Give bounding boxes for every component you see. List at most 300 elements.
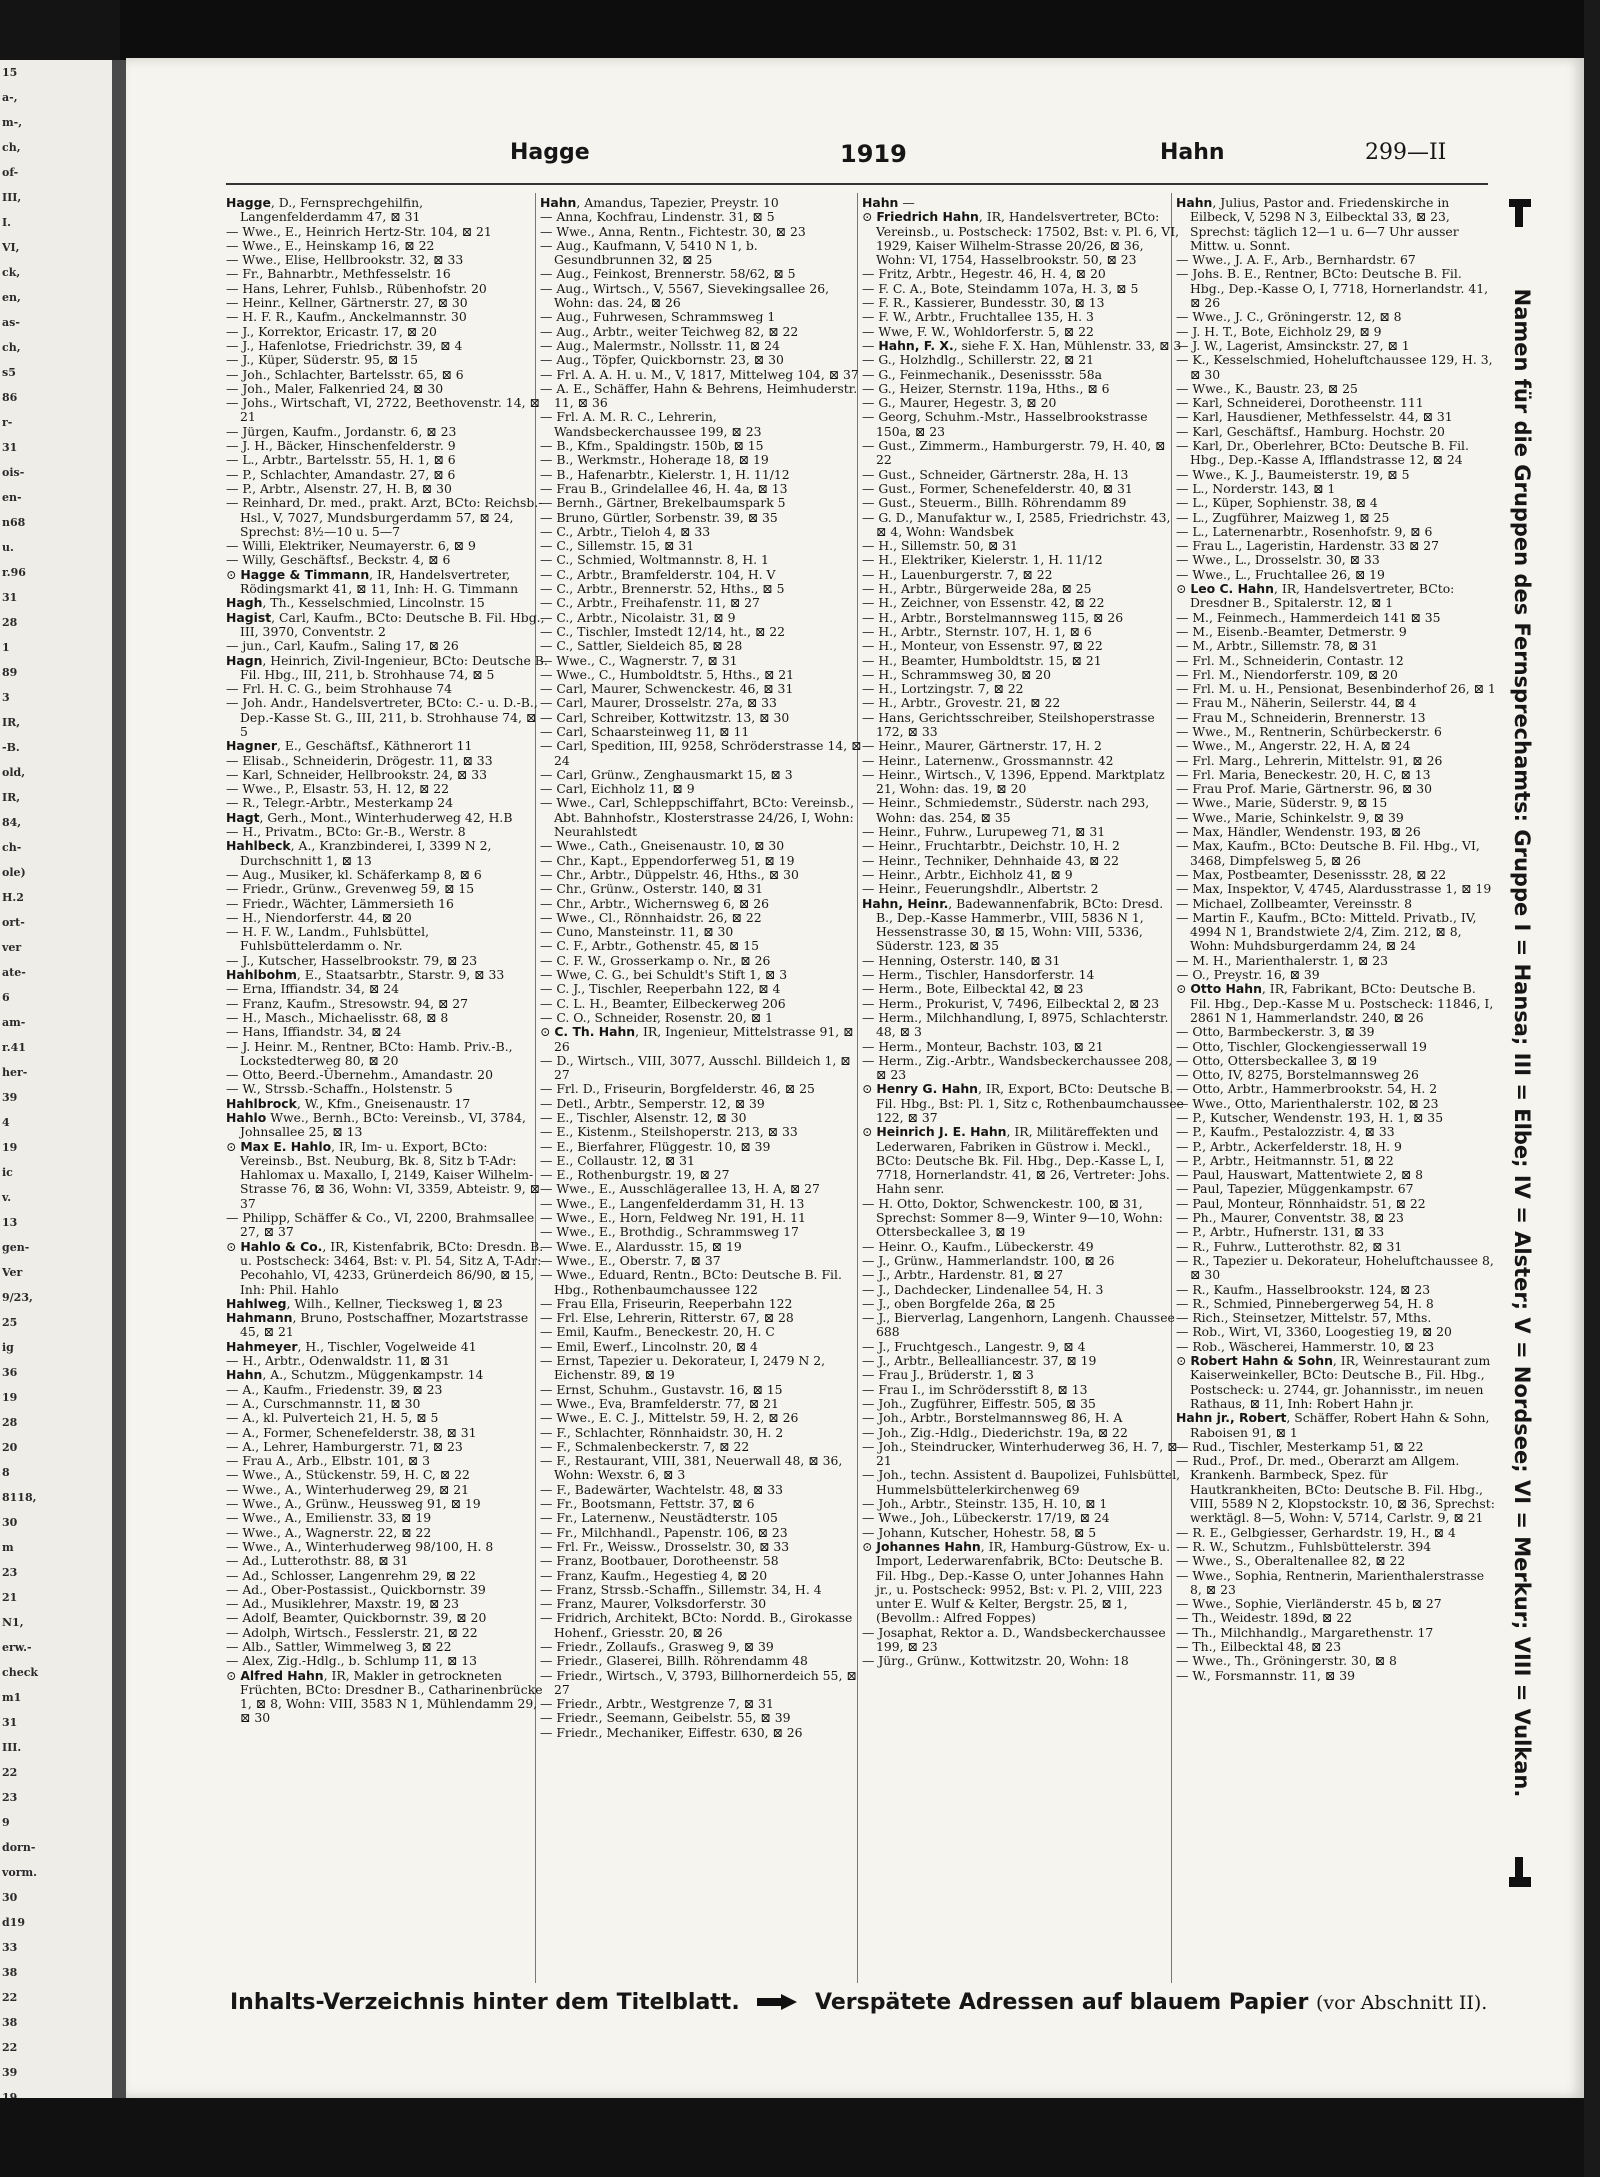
- fragment-text: 31: [2, 591, 18, 604]
- directory-entry: — Alb., Sattler, Wimmelweg 3, ⊠ 22: [226, 1638, 452, 1654]
- fragment-text: r.96: [2, 566, 26, 579]
- directory-entry: — G., Maurer, Hegestr. 3, ⊠ 20: [862, 395, 1057, 411]
- directory-entry: — Frau Ella, Friseurin, Reeperbahn 122: [540, 1295, 793, 1311]
- directory-entry: — P., Kutscher, Wendenstr. 193, H. 1, ⊠ 35: [1176, 1110, 1444, 1125]
- fragment-text: 19: [2, 1141, 18, 1154]
- directory-entry: — Wwe., L., Drosselstr. 30, ⊠ 33: [1176, 552, 1380, 568]
- directory-entry: — Franz, Maurer, Volksdorferstr. 30: [540, 1596, 767, 1612]
- directory-entry: — G. D., Manufaktur w., I, 2585, Friedrichstr. 43, ⊠ 4, Wohn: Wandsbek: [862, 509, 1171, 539]
- fragment-text: her-: [2, 1066, 28, 1079]
- footer-index-note: Inhalts-Verzeichnis hinter dem Titelblatt.: [230, 1990, 740, 2015]
- directory-entry: — Friedr., Wirtsch., V, 3793, Billhornerdeich 55, ⊠ 27: [540, 1667, 857, 1697]
- fragment-text: 6: [2, 991, 10, 1004]
- directory-entry: — P., Schlachter, Amandastr. 27, ⊠ 6: [226, 466, 456, 482]
- directory-entry: — G., Feinmechanik., Desenissstr. 58a: [862, 366, 1103, 382]
- directory-entry: — Heinr., Arbtr., Eichholz 41, ⊠ 9: [862, 866, 1073, 882]
- directory-entry: — A., Former, Schenefelderstr. 38, ⊠ 31: [226, 1424, 477, 1440]
- directory-entry: ⊙ Otto Hahn, IR, Fabrikant, BCto: Deutsche B. Fil. Hbg., Dep.-Kasse M u. Postscheck: 11846, I, 2861 N 1, Hammerlandstr. 240, ⊠ 26: [1176, 981, 1494, 1025]
- directory-entry: — J., Kutscher, Hasselbrookstr. 79, ⊠ 23: [226, 952, 478, 968]
- directory-entry: ⊙ C. Th. Hahn, IR, Ingenieur, Mittelstrasse 91, ⊠ 26: [540, 1024, 854, 1054]
- directory-entry: — Georg, Schuhm.-Mstr., Hasselbrookstrasse 150a, ⊠ 23: [862, 409, 1148, 439]
- directory-entry: — Wwe., A., Emilienstr. 33, ⊠ 19: [226, 1510, 432, 1526]
- directory-entry: — R., Telegr.-Arbtr., Mesterkamp 24: [226, 795, 454, 811]
- fragment-text: 31: [2, 1716, 18, 1729]
- directory-entry: — C. J., Tischler, Reeperbahn 122, ⊠ 4: [540, 981, 781, 997]
- directory-entry: — Otto, Tischler, Glockengiesserwall 19: [1176, 1038, 1427, 1054]
- directory-entry: — Aug., Arbtr., weiter Teichweg 82, ⊠ 22: [540, 323, 799, 339]
- fragment-text: 38: [2, 2016, 18, 2029]
- directory-entry: — K., Kesselschmied, Hoheluftchaussee 129, H. 3, ⊠ 30: [1176, 352, 1493, 382]
- directory-entry: — Aug., Fuhrwesen, Schrammsweg 1: [540, 309, 776, 325]
- directory-entry: — P., Arbtr., Hufnerstr. 131, ⊠ 33: [1176, 1224, 1385, 1240]
- directory-entry: — J., Dachdecker, Lindenallee 54, H. 3: [862, 1281, 1104, 1297]
- fragment-text: am-: [2, 1016, 26, 1029]
- directory-entry: — Heinr., Techniker, Dehnhaide 43, ⊠ 22: [862, 852, 1120, 868]
- directory-entry: — Emil, Ewerf., Lincolnstr. 20, ⊠ 4: [540, 1338, 758, 1354]
- fragment-text: 21: [2, 1591, 18, 1604]
- directory-entry: — L., Arbtr., Bartelsstr. 55, H. 1, ⊠ 6: [226, 452, 456, 468]
- directory-entry: — Alex, Zig.-Hdlg., b. Schlump 11, ⊠ 13: [226, 1653, 478, 1669]
- directory-entry: — Frl. M., Schneiderin, Contastr. 12: [1176, 652, 1404, 668]
- directory-entry: — Heinr., Kellner, Gärtnerstr. 27, ⊠ 30: [226, 295, 468, 311]
- fragment-text: ch,: [2, 141, 21, 154]
- directory-entry: — Herm., Monteur, Bachstr. 103, ⊠ 21: [862, 1038, 1104, 1054]
- directory-entry: — Heinr., Schmiedemstr., Süderstr. nach 293, Wohn: das. 254, ⊠ 35: [862, 795, 1150, 825]
- directory-entry: — Frl. M., Niendorferstr. 109, ⊠ 20: [1176, 666, 1398, 682]
- directory-entry: Hagner, E., Geschäftsf., Käthnerort 11: [226, 738, 473, 754]
- directory-entry: Hagh, Th., Kesselschmied, Lincolnstr. 15: [226, 595, 485, 611]
- directory-entry: — Frau A., Arb., Elbstr. 101, ⊠ 3: [226, 1453, 430, 1469]
- directory-entry: ⊙ Friedrich Hahn, IR, Handelsvertreter, BCto: Vereinsb., u. Postscheck: 17502, Bst: v. Pl. 6, VI, 1929, Kaiser Wilhelm-Strasse 20/26, ⊠ 36, Wohn: VI, 1754, Hasselbrookstr. 50, ⊠ 23: [862, 209, 1180, 268]
- directory-entry: — A., kl. Pulverteich 21, H. 5, ⊠ 5: [226, 1410, 439, 1426]
- page-footer: [230, 1990, 1490, 2020]
- directory-entry: — Gust., Zimmerm., Hamburgerstr. 79, H. 40, ⊠ 22: [862, 438, 1166, 468]
- directory-entry: — Chr., Arbtr., Düppelstr. 46, Hths., ⊠ 30: [540, 866, 799, 882]
- directory-entry: — Wwe., Sophia, Rentnerin, Marienthalerstrasse 8, ⊠ 23: [1176, 1567, 1485, 1597]
- directory-entry: — J., oben Borgfelde 26a, ⊠ 25: [862, 1295, 1056, 1311]
- directory-entry: — A., Curschmannstr. 11, ⊠ 30: [226, 1395, 421, 1411]
- directory-entry: — R., Kaufm., Hasselbrookstr. 124, ⊠ 23: [1176, 1281, 1431, 1297]
- directory-entry: — J., Grünw., Hammerlandstr. 100, ⊠ 26: [862, 1252, 1115, 1268]
- fragment-text: 28: [2, 1416, 18, 1429]
- fragment-text: 39: [2, 1091, 18, 1104]
- directory-entry: — Bernh., Gärtner, Brekelbaumspark 5: [540, 495, 786, 511]
- fragment-text: m-,: [2, 116, 23, 129]
- directory-entry: — F., Schlachter, Rönnhaidstr. 30, H. 2: [540, 1424, 784, 1440]
- directory-entry: — Wwe., E., Horn, Feldweg Nr. 191, H. 11: [540, 1210, 806, 1226]
- directory-entry: — C., Tischler, Imstedt 12/14, ht., ⊠ 22: [540, 623, 786, 639]
- directory-entry: — Heinr., Feuerungshdlr., Albertstr. 2: [862, 881, 1099, 897]
- directory-entry: — H., Beamter, Humboldtstr. 15, ⊠ 21: [862, 652, 1102, 668]
- directory-entry: — Erna, Iffiandstr. 34, ⊠ 24: [226, 981, 400, 997]
- directory-entry: — Hans, Lehrer, Fuhlsb., Rübenhofstr. 20: [226, 280, 487, 296]
- directory-entry: — Joh., Zugführer, Eiffestr. 505, ⊠ 35: [862, 1395, 1096, 1411]
- directory-entry: — Carl, Spedition, III, 9258, Schröderstrasse 14, ⊠ 24: [540, 738, 862, 768]
- fragment-text: IR,: [2, 716, 21, 729]
- directory-entry: — Frl. M. u. H., Pensionat, Besenbinderhof 26, ⊠ 1: [1176, 681, 1496, 697]
- directory-entry: — Frl. Fr., Weissw., Drosselstr. 30, ⊠ 33: [540, 1538, 790, 1554]
- pointing-hand-icon: [755, 1992, 799, 2012]
- fragment-text: I.: [2, 216, 11, 229]
- directory-entry: — Wwe., C., Wagnerstr. 7, ⊠ 31: [540, 652, 738, 668]
- fragment-text: 15: [2, 66, 18, 79]
- directory-entry: — Wwe., Elise, Hellbrookstr. 32, ⊠ 33: [226, 252, 464, 268]
- directory-entry: — Joh., Zig.-Hdlg., Diederichstr. 19a, ⊠ 22: [862, 1424, 1128, 1440]
- directory-entry: — J., Fruchtgesch., Langestr. 9, ⊠ 4: [862, 1338, 1086, 1354]
- directory-entry: — F., Restaurant, VIII, 381, Neuerwall 48, ⊠ 36, Wohn: Wexstr. 6, ⊠ 3: [540, 1453, 843, 1483]
- directory-entry: — F. R., Kassierer, Bundesstr. 30, ⊠ 13: [862, 295, 1105, 311]
- directory-entry: — M., Arbtr., Sillemstr. 78, ⊠ 31: [1176, 638, 1378, 654]
- fragment-text: ch,: [2, 341, 21, 354]
- directory-entry: — J., Korrektor, Ericastr. 17, ⊠ 20: [226, 323, 437, 339]
- directory-entry: — Max, Kaufm., BCto: Deutsche B. Fil. Hbg., VI, 3468, Dimpfelsweg 5, ⊠ 26: [1176, 838, 1480, 868]
- directory-entry: — Wwe., E., Brothdig., Schrammsweg 17: [540, 1224, 799, 1240]
- directory-entry: Hahn, Amandus, Tapezier, Preystr. 10: [540, 196, 779, 210]
- directory-entry: — G., Heizer, Sternstr. 119a, Hths., ⊠ 6: [862, 380, 1110, 396]
- directory-entry: — Aug., Töpfer, Quickbornstr. 23, ⊠ 30: [540, 352, 784, 368]
- directory-entry: — P., Arbtr., Alsenstr. 27, H. B, ⊠ 30: [226, 480, 452, 496]
- fragment-text: a-,: [2, 91, 18, 104]
- directory-entry: — F., Badewärter, Wachtelstr. 48, ⊠ 33: [540, 1481, 783, 1497]
- fragment-text: Ver: [2, 1266, 23, 1279]
- page-gutter: [112, 60, 126, 2177]
- directory-entry: — Herm., Bote, Eilbecktal 42, ⊠ 23: [862, 981, 1084, 997]
- directory-entry: — H. F. W., Landm., Fuhlsbüttel, Fuhlsbüttelerdamm o. Nr.: [226, 924, 430, 954]
- directory-entry: — Franz, Bootbauer, Dorotheenstr. 58: [540, 1553, 779, 1569]
- directory-entry: — Wwe., K. J., Baumeisterstr. 19, ⊠ 5: [1176, 466, 1410, 482]
- directory-entry: — Otto, Ottersbeckallee 3, ⊠ 19: [1176, 1052, 1377, 1068]
- directory-entry: — H., Lauenburgerstr. 7, ⊠ 22: [862, 566, 1053, 582]
- directory-entry: Hagge, D., Fernsprechgehilfin, Langenfelderdamm 47, ⊠ 31: [226, 196, 424, 225]
- directory-entry: — Karl, Geschäftsf., Hamburg. Hochstr. 20: [1176, 423, 1445, 439]
- directory-entry: — Fr., Milchhandl., Papenstr. 106, ⊠ 23: [540, 1524, 788, 1540]
- directory-entry: — Fr., Bahnarbtr., Methfesselstr. 16: [226, 266, 451, 282]
- directory-entry: — Michael, Zollbeamter, Vereinsstr. 8: [1176, 895, 1412, 911]
- directory-entry: — Wwe., C., Humboldtstr. 5, Hths., ⊠ 21: [540, 666, 795, 682]
- fragment-text: 84,: [2, 816, 22, 829]
- directory-entry: — J. H., Bäcker, Hinschenfelderstr. 9: [226, 438, 456, 454]
- directory-entry: — Rud., Prof., Dr. med., Oberarzt am Allgem. Krankenh. Barmbeck, Spez. für Hautkrankheiten, BCto: Deutsche B. Fil. Hbg., VIII, 5589 N 2, Klopstockstr. 10, ⊠ 36, Sprechst: werktägl. 8—5, Wohn: V, 5714, Carlstr. 9, ⊠ 21: [1176, 1453, 1495, 1526]
- directory-entry: — Carl, Schaarsteinweg 11, ⊠ 11: [540, 723, 750, 739]
- directory-entry: — C., Arbtr., Brennerstr. 52, Hths., ⊠ 5: [540, 581, 785, 597]
- directory-entry: — Wwe., Cath., Gneisenaustr. 10, ⊠ 30: [540, 838, 785, 854]
- directory-entry: — H., Niendorferstr. 44, ⊠ 20: [226, 909, 412, 925]
- directory-entry: — Willi, Elektriker, Neumayerstr. 6, ⊠ 9: [226, 538, 476, 554]
- fragment-text: r-: [2, 416, 13, 429]
- directory-entry: — Th., Milchhandlg., Margarethenstr. 17: [1176, 1624, 1434, 1640]
- directory-entry: — F., Schmalenbeckerstr. 7, ⊠ 22: [540, 1438, 750, 1454]
- directory-entry: — Wwe., Th., Gröningerstr. 30, ⊠ 8: [1176, 1653, 1397, 1669]
- directory-entry: — Friedr., Arbtr., Westgrenze 7, ⊠ 31: [540, 1696, 774, 1712]
- fragment-text: 22: [2, 1991, 18, 2004]
- directory-entry: — Frau M., Schneiderin, Brennerstr. 13: [1176, 709, 1426, 725]
- footer-late-addresses: Verspätete Adressen auf blauem Papier: [815, 1990, 1309, 2015]
- directory-entry: — C., Sillemstr. 15, ⊠ 31: [540, 538, 695, 554]
- directory-entry: — Heinr., Fuhrw., Lurupeweg 71, ⊠ 31: [862, 824, 1106, 840]
- directory-entry: — Max, Postbeamter, Desenissstr. 28, ⊠ 22: [1176, 866, 1447, 882]
- directory-entry: — H., Arbtr., Sternstr. 107, H. 1, ⊠ 6: [862, 623, 1092, 639]
- directory-entry: — C., Arbtr., Nicolaistr. 31, ⊠ 9: [540, 609, 736, 625]
- directory-entry: — Rich., Steinsetzer, Mittelstr. 57, Mths.: [1176, 1310, 1432, 1326]
- directory-entry: — C., Schmied, Woltmannstr. 8, H. 1: [540, 552, 769, 568]
- directory-entry: — Wwe., E. C. J., Mittelstr. 59, H. 2, ⊠ 26: [540, 1410, 799, 1426]
- directory-entry: Hagist, Carl, Kaufm., BCto: Deutsche B. Fil. Hbg., III, 3970, Conventstr. 2: [226, 609, 545, 639]
- directory-entry: — Herm., Milchhandlung, I, 8975, Schlachterstr. 48, ⊠ 3: [862, 1009, 1169, 1040]
- fragment-text: ole): [2, 866, 26, 879]
- directory-entry: — A., Lehrer, Hamburgerstr. 71, ⊠ 23: [226, 1438, 463, 1454]
- directory-entry: — Ad., Schlosser, Langenrehm 29, ⊠ 22: [226, 1567, 476, 1583]
- directory-entry: — Hans, Gerichtsschreiber, Steilshoperstrasse 172, ⊠ 33: [862, 709, 1155, 739]
- directory-entry: — Wwe., E., Heinrich Hertz-Str. 104, ⊠ 21: [226, 223, 492, 239]
- directory-entry: — J., Hafenlotse, Friedrichstr. 39, ⊠ 4: [226, 337, 463, 353]
- directory-entry: — Wwe., J. C., Gröningerstr. 12, ⊠ 8: [1176, 309, 1402, 325]
- directory-entry: — Gust., Steuerm., Billh. Röhrendamm 89: [862, 495, 1127, 511]
- directory-entry: — H., Schrammsweg 30, ⊠ 20: [862, 666, 1052, 682]
- directory-entry: — L., Norderstr. 143, ⊠ 1: [1176, 480, 1336, 496]
- directory-entry: — Johs., Wirtschaft, VI, 2722, Beethovenstr. 14, ⊠ 21: [226, 395, 540, 425]
- directory-entry: — Cuno, Mansteinstr. 11, ⊠ 30: [540, 924, 734, 940]
- directory-entry: — L., Zugführer, Maizweg 1, ⊠ 25: [1176, 509, 1390, 525]
- directory-entry: — Friedr., Wächter, Lämmersieth 16: [226, 895, 454, 911]
- fragment-text: ic: [2, 1166, 13, 1179]
- directory-entry: Hahn jr., Robert, Schäffer, Robert Hahn & Sohn, Raboisen 91, ⊠ 1: [1176, 1410, 1490, 1440]
- exchange-groups-legend: Namen für die Gruppen des Fernsprechamts: Gruppe I = Hansa; III = Elbe; IV = Alster; V = Nordsee; VI = Merkur; VIII = Vulkan.: [1510, 288, 1534, 1798]
- fragment-text: 23: [2, 1791, 18, 1804]
- directory-entry: — Th., Weidestr. 189d, ⊠ 22: [1176, 1610, 1352, 1626]
- directory-entry: — M. H., Marienthalerstr. 1, ⊠ 23: [1176, 952, 1388, 968]
- fragment-text: ois-: [2, 466, 25, 479]
- directory-entry: — P., Kaufm., Pestalozzistr. 4, ⊠ 33: [1176, 1124, 1395, 1140]
- directory-entry: — Frau I., im Schrödersstift 8, ⊠ 13: [862, 1381, 1088, 1397]
- directory-entry: — Reinhard, Dr. med., prakt. Arzt, BCto: Reichsb.-Hsl., V, 7027, Mundsburgerdamm 57, ⊠ 24, Sprechst: 8½—10 u. 5—7: [226, 495, 543, 539]
- directory-entry: — Friedr., Grünw., Grevenweg 59, ⊠ 15: [226, 881, 475, 897]
- directory-entry: — H., Elektriker, Kielerstr. 1, H. 11/12: [862, 552, 1103, 568]
- directory-entry: — R. E., Gelbgiesser, Gerhardstr. 19, H., ⊠ 4: [1176, 1524, 1456, 1540]
- directory-entry: — H., Arbtr., Bürgerweide 28a, ⊠ 25: [862, 581, 1092, 597]
- directory-entry: — Bruno, Gürtler, Sorbenstr. 39, ⊠ 35: [540, 509, 778, 525]
- directory-entry: — Wwe., M., Angerstr. 22, H. A, ⊠ 24: [1176, 738, 1411, 754]
- fragment-text: 20: [2, 1441, 18, 1454]
- footer-section-note: (vor Abschnitt II).: [1315, 1992, 1488, 2014]
- directory-entry: — Ernst, Tapezier u. Dekorateur, I, 2479 N 2, Eichenstr. 89, ⊠ 19: [540, 1353, 826, 1383]
- directory-entry: — W., Forsmannstr. 11, ⊠ 39: [1176, 1667, 1355, 1683]
- directory-entry: ⊙ Hagge & Timmann, IR, Handelsvertreter, Rödingsmarkt 41, ⊠ 11, Inh: H. G. Timmann: [226, 566, 519, 597]
- header-last-entry: Hahn: [1160, 140, 1225, 165]
- directory-entry: — J., Bierverlag, Langenhorn, Langenh. Chaussee 688: [862, 1310, 1175, 1340]
- fragment-text: 33: [2, 1941, 18, 1954]
- directory-entry: — Carl, Grünw., Zenghausmarkt 15, ⊠ 3: [540, 766, 793, 782]
- directory-entry: Hagn, Heinrich, Zivil-Ingenieur, BCto: Deutsche B. Fil. Hbg., III, 211, b. Strohhause 74, ⊠ 5: [226, 652, 548, 682]
- directory-entry: — Wwe., Eduard, Rentn., BCto: Deutsche B. Fil. Hbg., Rothenbaumchaussee 122: [540, 1267, 842, 1297]
- directory-entry: ⊙ Johannes Hahn, IR, Hamburg-Güstrow, Ex- u. Import, Lederwarenfabrik, BCto: Deutsche B. Fil. Hbg., Dep.-Kasse O, unter Johannes Hahn jr., u. Postscheck: 9952, Bst: v. Pl. 2, VIII, 223 unter E. Wulf & Kelter, Bergstr. 25, ⊠ 1, (Bevollm.: Alfred Foppes): [862, 1538, 1171, 1626]
- directory-entry: — Carl, Eichholz 11, ⊠ 9: [540, 781, 695, 797]
- fragment-text: -B.: [2, 741, 20, 754]
- directory-entry: — E., Tischler, Alsenstr. 12, ⊠ 30: [540, 1110, 747, 1125]
- directory-entry: — Wwe., K., Baustr. 23, ⊠ 25: [1176, 380, 1358, 396]
- directory-entry: — H. F. R., Kaufm., Anckelmannstr. 30: [226, 309, 467, 325]
- directory-entry: Hahlweg, Wilh., Kellner, Tiecksweg 1, ⊠ 23: [226, 1295, 503, 1311]
- directory-entry: — Chr., Kapt., Eppendorferweg 51, ⊠ 19: [540, 852, 795, 868]
- directory-entry: — C., Sattler, Sieldeich 85, ⊠ 28: [540, 638, 743, 654]
- directory-entry: — Paul, Tapezier, Müggenkampstr. 67: [1176, 1181, 1414, 1197]
- directory-entry: — Fritz, Arbtr., Hegestr. 46, H. 4, ⊠ 20: [862, 266, 1106, 282]
- fragment-text: old,: [2, 766, 26, 779]
- fragment-text: m: [2, 1541, 14, 1554]
- scan-border-right: [1584, 0, 1600, 2177]
- directory-entry: — B., Hafenarbtr., Kielerstr. 1, H. 11/12: [540, 466, 790, 482]
- directory-entry: — Ad., Ober-Postassist., Quickbornstr. 39: [226, 1581, 486, 1597]
- directory-entry: — H., Monteur, von Essenstr. 97, ⊠ 22: [862, 638, 1103, 654]
- fragment-text: 8: [2, 1466, 10, 1479]
- directory-entry: — E., Rothenburgstr. 19, ⊠ 27: [540, 1167, 730, 1183]
- directory-entry: — Wwe., Otto, Marienthalerstr. 102, ⊠ 23: [1176, 1095, 1439, 1111]
- directory-entry: — Wwe. E., Alardusstr. 15, ⊠ 19: [540, 1238, 742, 1254]
- directory-entry: — Rob., Wirt, VI, 3360, Loogestieg 19, ⊠ 20: [1176, 1324, 1452, 1340]
- directory-entry: — Franz, Kaufm., Hegestieg 4, ⊠ 20: [540, 1567, 768, 1583]
- directory-entry: — Aug., Wirtsch., V, 5567, Sievekingsallee 26, Wohn: das. 24, ⊠ 26: [540, 280, 830, 311]
- fragment-text: dorn-: [2, 1841, 36, 1854]
- directory-entry: — Joh., Arbtr., Borstelmannsweg 86, H. A: [862, 1410, 1123, 1426]
- directory-entry: — Henning, Osterstr. 140, ⊠ 31: [862, 952, 1061, 968]
- directory-entry: — Aug., Malermstr., Nollsstr. 11, ⊠ 24: [540, 337, 780, 353]
- directory-entry: — J. W., Lagerist, Amsinckstr. 27, ⊠ 1: [1176, 337, 1410, 353]
- directory-entry: — Th., Eilbecktal 48, ⊠ 23: [1176, 1638, 1342, 1654]
- directory-column-3: [862, 196, 1184, 1981]
- directory-entry: — Wwe., A., Winterhuderweg 29, ⊠ 21: [226, 1481, 469, 1497]
- directory-entry: — Rob., Wäscherei, Hammerstr. 10, ⊠ 23: [1176, 1338, 1435, 1354]
- directory-entry: — Frl. Maria, Beneckestr. 20, H. C, ⊠ 13: [1176, 766, 1431, 782]
- fragment-text: 30: [2, 1516, 18, 1529]
- directory-entry: — Friedr., Mechaniker, Eiffestr. 630, ⊠ 26: [540, 1724, 803, 1740]
- directory-entry: — Chr., Arbtr., Wichernsweg 6, ⊠ 26: [540, 895, 769, 911]
- directory-entry: — Frau Prof. Marie, Gärtnerstr. 96, ⊠ 30: [1176, 781, 1432, 797]
- fragment-text: 4: [2, 1116, 10, 1129]
- fragment-text: IR,: [2, 791, 21, 804]
- fragment-text: en-: [2, 491, 22, 504]
- directory-entry: — Fr., Laternenw., Neustädterstr. 105: [540, 1510, 778, 1526]
- directory-entry: — Max, Inspektor, V, 4745, Alardusstrasse 1, ⊠ 19: [1176, 881, 1492, 897]
- directory-entry: Hahlbohm, E., Staatsarbtr., Starstr. 9, ⊠ 33: [226, 967, 505, 983]
- directory-entry: — H., Masch., Michaelisstr. 68, ⊠ 8: [226, 1009, 449, 1025]
- directory-entry: — Wwe, F. W., Wohldorferstr. 5, ⊠ 22: [862, 323, 1094, 339]
- directory-entry: — H., Zeichner, von Essenstr. 42, ⊠ 22: [862, 595, 1105, 611]
- directory-entry: — Aug., Kaufmann, V, 5410 N 1, b. Gesundbrunnen 32, ⊠ 25: [540, 237, 758, 268]
- directory-entry: — A., Kaufm., Friedenstr. 39, ⊠ 23: [226, 1381, 443, 1397]
- directory-entry: — Heinr., Maurer, Gärtnerstr. 17, H. 2: [862, 738, 1102, 754]
- directory-entry: — Joh., Arbtr., Steinstr. 135, H. 10, ⊠ 1: [862, 1496, 1108, 1512]
- directory-entry: Hahn, Heinr., Badewannenfabrik, BCto: Dresd. B., Dep.-Kasse Hammerbr., VIII, 5836 N 1, Hessenstrasse 30, ⊠ 15, Wohn: VIII, 5336, Süderstr. 123, ⊠ 35: [862, 895, 1164, 954]
- directory-entry: — C. F., Arbtr., Gothenstr. 45, ⊠ 15: [540, 938, 760, 954]
- directory-entry: — Wwe., E., Langenfelderdamm 31, H. 13: [540, 1195, 805, 1211]
- directory-entry: — Wwe., E., Heinskamp 16, ⊠ 22: [226, 237, 435, 253]
- directory-entry: — Frau L., Lageristin, Hardenstr. 33 ⊠ 27: [1176, 538, 1440, 554]
- directory-entry: — Herm., Tischler, Hansdorferstr. 14: [862, 967, 1095, 983]
- fragment-text: u.: [2, 541, 14, 554]
- directory-entry: — Frl. D., Friseurin, Borgfelderstr. 46, ⊠ 25: [540, 1081, 815, 1097]
- directory-entry: — M., Eisenb.-Beamter, Detmerstr. 9: [1176, 623, 1407, 639]
- directory-entry: — Heinr., Fruchtarbtr., Deichstr. 10, H. 2: [862, 838, 1120, 854]
- scan-border-top: [0, 0, 1600, 60]
- directory-entry: — H., Privatm., BCto: Gr.-B., Werstr. 8: [226, 824, 466, 840]
- directory-entry: — Frl. A. M. R. C., Lehrerin, Wandsbeckerchaussee 199, ⊠ 23: [540, 409, 762, 439]
- directory-entry: — Frau B., Grindelallee 46, H. 4a, ⊠ 13: [540, 480, 788, 496]
- directory-entry: — Wwe., E., Ausschlägerallee 13, H. A, ⊠ 27: [540, 1181, 820, 1197]
- fragment-text: 31: [2, 441, 18, 454]
- directory-entry: — Frl. A. A. H. u. M., V, 1817, Mittelweg 104, ⊠ 37: [540, 366, 859, 382]
- directory-entry: — Gust., Schneider, Gärtnerstr. 28a, H. 13: [862, 466, 1129, 482]
- fragment-text: r.41: [2, 1041, 26, 1054]
- fragment-text: ch-: [2, 841, 22, 854]
- directory-entry: — H., Arbtr., Borstelmannsweg 115, ⊠ 26: [862, 609, 1124, 625]
- directory-entry: — Herm., Prokurist, V, 7496, Eilbecktal 2, ⊠ 23: [862, 995, 1160, 1011]
- directory-entry: — Wwe., Marie, Schinkelstr. 9, ⊠ 39: [1176, 809, 1404, 825]
- directory-entry: — E., Collaustr. 12, ⊠ 31: [540, 1152, 695, 1168]
- directory-entry: — Wwe., L., Fruchtallee 26, ⊠ 19: [1176, 566, 1385, 582]
- directory-entry: — J., Arbtr., Bellealliancestr. 37, ⊠ 19: [862, 1353, 1097, 1369]
- directory-entry: — Fr., Bootsmann, Fettstr. 37, ⊠ 6: [540, 1496, 755, 1512]
- fragment-text: m1: [2, 1691, 22, 1704]
- directory-entry: — L., Küper, Sophienstr. 38, ⊠ 4: [1176, 495, 1378, 511]
- directory-entry: — Karl, Schneiderei, Dorotheenstr. 111: [1176, 395, 1424, 411]
- fragment-text: 8118,: [2, 1491, 37, 1504]
- fragment-text: 39: [2, 2066, 18, 2079]
- fragment-text: 22: [2, 1766, 18, 1779]
- directory-entry: — Carl, Maurer, Drosselstr. 27a, ⊠ 33: [540, 695, 777, 711]
- fragment-text: 3: [2, 691, 10, 704]
- fragment-text: en,: [2, 291, 21, 304]
- directory-entry: — P., Arbtr., Ackerfelderstr. 18, H. 9: [1176, 1138, 1402, 1154]
- fragment-text: ver: [2, 941, 22, 954]
- directory-entry: — A. E., Schäffer, Hahn & Behrens, Heimhuderstr. 11, ⊠ 36: [540, 380, 858, 411]
- directory-entry: — Detl., Arbtr., Semperstr. 12, ⊠ 39: [540, 1095, 765, 1111]
- directory-entry: — Wwe., Joh., Lübeckerstr. 17/19, ⊠ 24: [862, 1510, 1110, 1526]
- directory-entry: — Heinr., Wirtsch., V, 1396, Eppend. Marktplatz 21, Wohn: das. 19, ⊠ 20: [862, 766, 1165, 797]
- directory-entry: — Wwe., A., Stückenstr. 59, H. C, ⊠ 22: [226, 1467, 470, 1483]
- fragment-text: 23: [2, 1566, 18, 1579]
- fragment-text: 86: [2, 391, 18, 404]
- fragment-text: ate-: [2, 966, 26, 979]
- directory-entry: — J., Arbtr., Hardenstr. 81, ⊠ 27: [862, 1267, 1064, 1283]
- directory-entry: — Frau M., Näherin, Seilerstr. 44, ⊠ 4: [1176, 695, 1417, 711]
- directory-entry: — Friedr., Zollaufs., Grasweg 9, ⊠ 39: [540, 1638, 774, 1654]
- directory-entry: — Max, Händler, Wendenstr. 193, ⊠ 26: [1176, 824, 1421, 840]
- directory-entry: — Gust., Former, Schenefelderstr. 40, ⊠ 31: [862, 480, 1133, 496]
- directory-entry: — Herm., Zig.-Arbtr., Wandsbeckerchaussee 208, ⊠ 23: [862, 1052, 1173, 1083]
- directory-entry: — M., Feinmech., Hammerdeich 141 ⊠ 35: [1176, 609, 1441, 625]
- fragment-text: 25: [2, 1316, 18, 1329]
- directory-entry: — J., Küper, Süderstr. 95, ⊠ 15: [226, 352, 418, 368]
- directory-entry: — Josaphat, Rektor a. D., Wandsbeckerchaussee 199, ⊠ 23: [862, 1624, 1166, 1654]
- directory-entry: — F. C. A., Bote, Steindamm 107a, H. 3, ⊠ 5: [862, 280, 1139, 296]
- directory-entry: ⊙ Heinrich J. E. Hahn, IR, Militäreffekten und Lederwaren, Fabriken in Güstrow i. Meckl., BCto: Deutsche Bk. Fil. Hbg., Dep.-Kasse L, I, 7718, Hornerlandstr. 41, ⊠ 26, Vertreter: Johs. Hahn senr.: [862, 1124, 1170, 1197]
- directory-entry: Hahn, A., Schutzm., Müggenkampstr. 14: [226, 1367, 484, 1383]
- directory-entry: — Frl. Marg., Lehrerin, Mittelstr. 91, ⊠ 26: [1176, 752, 1443, 768]
- directory-entry: — Heinr. O., Kaufm., Lübeckerstr. 49: [862, 1238, 1094, 1254]
- directory-entry: — Adolph, Wirtsch., Fesslerstr. 21, ⊠ 22: [226, 1624, 478, 1640]
- directory-entry: Hahn, Julius, Pastor and. Friedenskirche in Eilbeck, V, 5298 N 3, Eilbecktal 33, ⊠ 23, Sprechst: täglich 12—1 u. 6—7 Uhr ausser Mittw. u. Sonnt.: [1176, 196, 1459, 253]
- pointing-hand-icon: [1501, 193, 1541, 233]
- directory-column-1: [226, 196, 548, 1981]
- fragment-text: 13: [2, 1216, 18, 1229]
- directory-entry: — Anna, Kochfrau, Lindenstr. 31, ⊠ 5: [540, 209, 775, 225]
- directory-entry: — Wwe., Sophie, Vierländerstr. 45 b, ⊠ 27: [1176, 1596, 1442, 1612]
- directory-entry: Hagt, Gerh., Mont., Winterhuderweg 42, H.B: [226, 809, 513, 825]
- fragment-text: vorm.: [2, 1866, 37, 1879]
- directory-entry: — C. L. H., Beamter, Eilbeckerweg 206: [540, 995, 786, 1011]
- fragment-text: gen-: [2, 1241, 30, 1254]
- directory-entry: — Philipp, Schäffer & Co., VI, 2200, Brahmsallee 27, ⊠ 37: [226, 1210, 535, 1240]
- directory-entry: — Willy, Geschäftsf., Beckstr. 4, ⊠ 6: [226, 552, 451, 568]
